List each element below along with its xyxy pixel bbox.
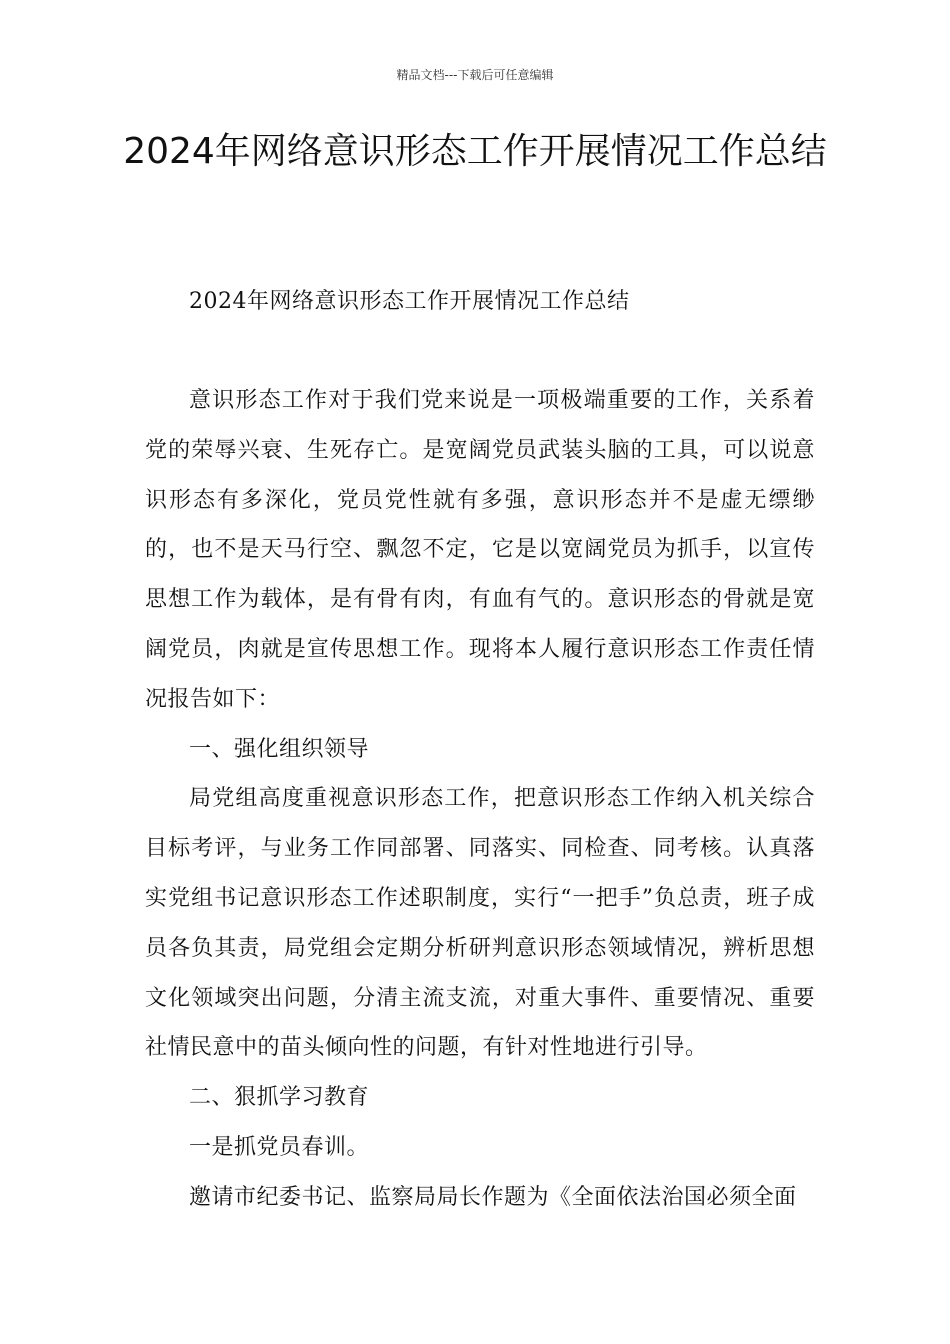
header-note: 精品文档---下载后可任意编辑	[396, 68, 554, 82]
section-heading-2: 二、狠抓学习教育	[189, 1085, 370, 1111]
paragraph-section-2: 邀请市纪委书记、监察局局长作题为《全面依法治国必须全面	[189, 1184, 797, 1210]
document-title: 2024年网络意识形态工作开展情况工作总结	[123, 131, 827, 172]
paragraph-intro: 意识形态工作对于我们党来说是一项极端重要的工作，关系着党的荣辱兴衰、生死存亡。是宽阔党员武装头脑的工具，可以说意识形态有多深化，党员党性就有多强，意识形态并不是虚无缥缈的，也不是天马行空、飘忽不定，它是以宽阔党员为抓手，以宣传思想工作为载体，是有骨有肉，有血有气的。意识形态的骨就是宽阔党员，肉就是宣传思想工作。现将本人履行意识形态工作责任情况报告如下：	[145, 388, 815, 712]
section-heading-1: 一、强化组织领导	[189, 736, 370, 762]
document-subtitle: 2024年网络意识形态工作开展情况工作总结	[189, 289, 630, 314]
paragraph-section-1: 局党组高度重视意识形态工作，把意识形态工作纳入机关综合目标考评，与业务工作同部署、同落实、同检查、同考核。认真落实党组书记意识形态工作述职制度，实行“一把手”负总责，班子成员各负其责，局党组会定期分析研判意识形态领域情况，辨析思想文化领域突出问题，分清主流支流，对重大事件、重要情况、重要社情民意中的苗头倾向性的问题，有针对性地进行引导。	[145, 786, 815, 1061]
subsection-heading-1: 一是抓党员春训。	[189, 1134, 370, 1160]
document-body	[145, 376, 815, 1223]
